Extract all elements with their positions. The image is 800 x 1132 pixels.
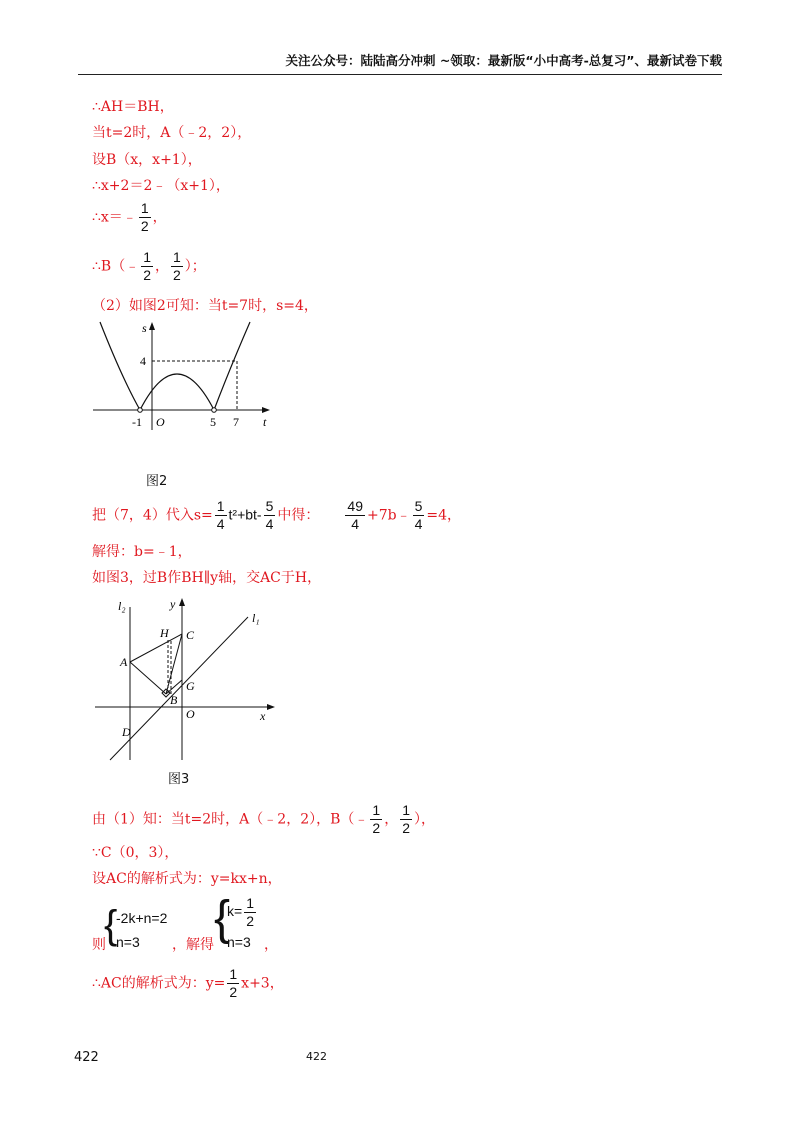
point-d: D [122, 725, 131, 739]
fraction: $\frac{1}{4}$ [216, 498, 225, 532]
text-segment: x+3， [241, 975, 284, 992]
fraction: $\frac{1}{2}$ [246, 895, 254, 929]
tick-four: 4 [140, 354, 146, 368]
system-2-eq-1: k= $\frac{1}{2}$ [227, 895, 254, 929]
text-line: 解得：b=﹣1， [92, 544, 192, 560]
text-segment: +7b﹣ [366, 507, 411, 524]
tick-five: 5 [210, 415, 216, 429]
fraction: $\frac{1}{2}$ [173, 249, 181, 283]
text-line: 如图3，过B作BH∥y轴，交AC于H， [92, 570, 322, 586]
text-line [92, 498, 461, 533]
text-line: ∴AH＝BH， [92, 99, 174, 115]
page-number-center: 422 [306, 1050, 327, 1063]
text-line: 设AC的解析式为：y=kx+n， [92, 871, 282, 887]
left-brace: { [104, 903, 118, 947]
fraction: $\frac{1}{2}$ [372, 802, 381, 836]
text-line [92, 966, 284, 1001]
text-segment: 由（1）知：当t=2时，A（﹣2，2），B（﹣ [92, 811, 369, 828]
system-1-eq-1: -2k+n=2 [116, 910, 168, 926]
text-line: ∴x+2＝2﹣（x+1）， [92, 178, 230, 194]
text-segment: ）， [413, 811, 435, 828]
text-segment: ∴x＝﹣ [92, 209, 137, 226]
tick-seven: 7 [233, 415, 239, 429]
text-segment: 则 [92, 937, 106, 953]
text-line [92, 249, 206, 284]
text-line: 设B（x，x+1）， [92, 152, 202, 168]
l2-label: l₂ [118, 599, 126, 613]
y-axis-label: y [170, 597, 176, 611]
page-number-left: 422 [74, 1050, 99, 1065]
fraction: $\frac{1}{2}$ [140, 200, 149, 234]
text-segment: t²+bt- [228, 506, 262, 523]
left-brace: { [214, 892, 231, 945]
text-line: ∵C（0，3）， [92, 845, 179, 861]
point-o: O [186, 707, 195, 721]
s-axis-label: s [142, 321, 147, 335]
fraction: $\frac{1}{2}$ [402, 802, 410, 836]
fraction: $\frac{49}{4}$ [347, 498, 363, 532]
figure-3-graph [90, 592, 280, 762]
system-2-eq-2: n=3 [227, 934, 251, 950]
t-axis-label: t [263, 415, 267, 429]
text-segment: ， [155, 258, 169, 275]
text-segment: ∴B（﹣ [92, 258, 140, 275]
text-line [92, 200, 167, 235]
figure-2-graph [90, 318, 275, 433]
text-line: ， [264, 937, 278, 953]
fraction: $\frac{1}{2}$ [143, 249, 151, 283]
page-header: 关注公众号：陆陆高分冲刺 ~领取：最新版“小中高考-总复习”、最新试卷下载 [78, 52, 722, 75]
fraction: $\frac{1}{2}$ [229, 966, 238, 1000]
text-segment: =4， [426, 507, 462, 524]
figure-2-caption: 图2 [146, 474, 168, 489]
point-a: A [120, 655, 128, 669]
system-1-eq-2: n=3 [116, 934, 140, 950]
fraction: $\frac{5}{4}$ [265, 498, 274, 532]
l1-label: l₁ [252, 611, 260, 625]
text-line: （2）如图2可知：当t=7时，s=4， [92, 298, 318, 314]
figure-3-caption: 图3 [168, 772, 190, 787]
point-c: C [186, 628, 195, 642]
x-axis-label: x [260, 709, 266, 723]
text-segment: ， [384, 811, 399, 828]
point-h: H [160, 626, 169, 640]
text-segment: ， [152, 209, 167, 226]
text-line: 当t=2时，A（﹣2，2）， [92, 125, 252, 141]
text-segment: ∴AC的解析式为：y= [92, 975, 226, 992]
tick-minus-one: -1 [132, 415, 142, 429]
point-g: G [186, 679, 195, 693]
origin-label: O [156, 415, 165, 429]
text-segment: 把（7，4）代入s= [92, 507, 213, 524]
text-segment: ）； [184, 258, 206, 275]
text-line: ，解得 [172, 937, 214, 953]
point-b: B [170, 693, 178, 707]
text-line [92, 802, 435, 837]
text-segment: 中得： [277, 507, 320, 524]
fraction: $\frac{5}{4}$ [414, 498, 423, 532]
